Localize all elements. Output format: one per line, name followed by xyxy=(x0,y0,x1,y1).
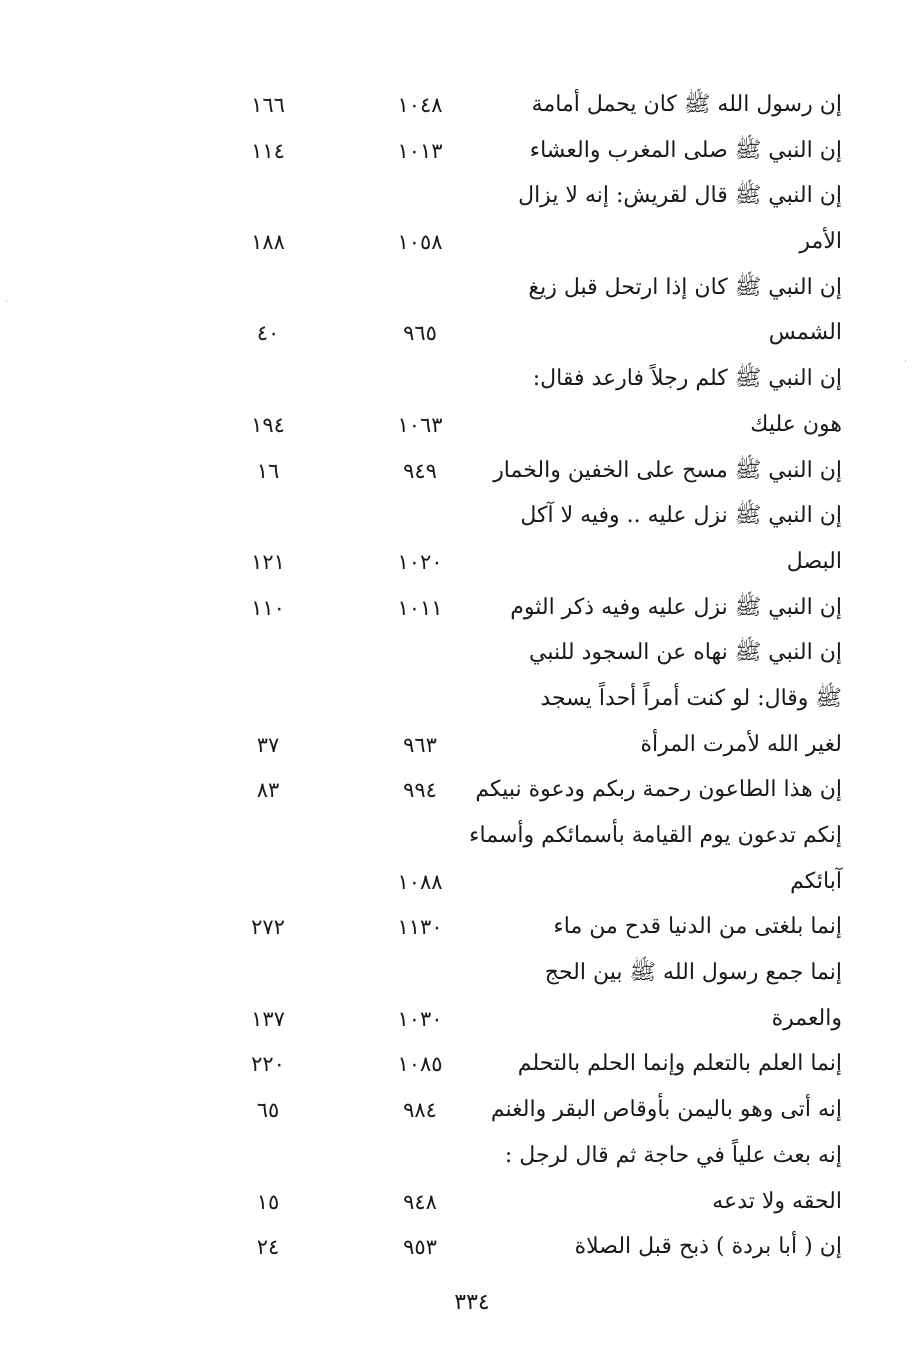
entry-text: إن النبي ﷺ مسح على الخفين والخمار xyxy=(493,457,842,483)
index-entry xyxy=(0,724,924,770)
entry-text: إنه أتى وهو باليمن بأوقاص البقر والغنم xyxy=(490,1097,842,1123)
index-entry xyxy=(0,587,924,633)
entry-text: إن النبي ﷺ صلى المغرب والعشاء xyxy=(529,137,842,163)
page-edge-mark-left xyxy=(6,300,7,302)
entry-number-primary: ١٠٤٨ xyxy=(397,93,443,117)
entry-number-secondary: ٢٤ xyxy=(256,1235,280,1260)
index-entry xyxy=(0,1043,924,1089)
index-list xyxy=(0,84,924,1272)
entry-number-secondary: ١٥ xyxy=(256,1189,280,1214)
index-entry xyxy=(0,1226,924,1272)
entry-number-primary: ٩٤٨ xyxy=(403,1189,437,1214)
entry-number-primary: ١٠٨٨ xyxy=(397,869,443,894)
index-entry xyxy=(0,404,924,450)
entry-text: الشمس xyxy=(768,320,842,346)
index-entry xyxy=(0,312,924,358)
page-number: ٣٣٤ xyxy=(454,1290,490,1315)
entry-number-primary: ٩٨٤ xyxy=(403,1098,437,1123)
index-entry xyxy=(0,1135,924,1181)
index-entry xyxy=(0,998,924,1044)
entry-text: إن رسول الله ﷺ كان يحمل أمامة xyxy=(531,92,842,117)
index-entry xyxy=(0,267,924,313)
entry-number-secondary: ١٦٦ xyxy=(251,93,285,117)
entry-text: الحقه ولا تدعه xyxy=(712,1188,842,1214)
index-entry xyxy=(0,450,924,496)
entry-text: إن النبي ﷺ كلم رجلاً فارعد فقال: xyxy=(532,366,842,392)
entry-number-secondary: ١٩٤ xyxy=(251,412,285,437)
entry-number-primary: ١٠٦٣ xyxy=(397,412,443,437)
index-entry xyxy=(0,130,924,176)
entry-text: ﷺ وقال: لو كنت أمراً أحداً يسجد xyxy=(540,685,842,711)
entry-number-secondary: ٢٧٢ xyxy=(251,915,285,940)
entry-number-secondary: ١٣٧ xyxy=(251,1006,285,1031)
entry-text: إن النبي ﷺ نزل عليه وفيه ذكر الثوم xyxy=(510,594,842,620)
entry-number-primary: ٩٥٣ xyxy=(403,1235,437,1260)
entry-number-primary: ١٠١٣ xyxy=(397,138,443,163)
entry-text: هون عليك xyxy=(750,411,842,437)
index-entry xyxy=(0,769,924,815)
entry-text: إنما جمع رسول الله ﷺ بين الحج xyxy=(544,960,842,986)
index-entry xyxy=(0,84,924,130)
index-entry xyxy=(0,495,924,541)
index-entry xyxy=(0,1181,924,1227)
entry-text: إنه بعث علياً في حاجة ثم قال لرجل : xyxy=(504,1142,842,1168)
index-entry xyxy=(0,678,924,724)
entry-text: إن ( أبا بردة ) ذبح قبل الصلاة xyxy=(574,1234,842,1260)
entry-text: إن النبي ﷺ نهاه عن السجود للنبي xyxy=(528,640,842,666)
entry-text: إن النبي ﷺ كان إذا ارتحل قبل زيغ xyxy=(528,274,842,300)
entry-number-primary: ٩٦٣ xyxy=(403,732,437,757)
entry-text: إنما العلم بالتعلم وإنما الحلم بالتحلم xyxy=(517,1051,842,1077)
entry-number-secondary: ٤٠ xyxy=(256,321,280,346)
entry-text: آبائكم xyxy=(790,868,842,894)
index-entry xyxy=(0,1089,924,1135)
entry-number-primary: ٩٦٥ xyxy=(403,321,437,346)
entry-number-primary: ١٠٣٠ xyxy=(397,1006,443,1031)
index-entry xyxy=(0,906,924,952)
entry-number-primary: ١٠١١ xyxy=(397,595,443,620)
entry-text: إن النبي ﷺ قال لقريش: إنه لا يزال xyxy=(518,183,842,209)
index-entry xyxy=(0,358,924,404)
index-entry xyxy=(0,861,924,907)
entry-number-secondary: ٦٥ xyxy=(256,1098,280,1123)
entry-number-secondary: ٢٢٠ xyxy=(251,1052,285,1077)
index-entry xyxy=(0,952,924,998)
entry-number-primary: ١٠٨٥ xyxy=(397,1052,443,1077)
entry-number-secondary: ١١٤ xyxy=(251,138,285,163)
entry-text: الأمر xyxy=(799,229,842,255)
entry-number-primary: ٩٩٤ xyxy=(403,778,437,803)
index-entry xyxy=(0,175,924,221)
entry-number-secondary: ١٦ xyxy=(256,458,280,483)
index-entry xyxy=(0,541,924,587)
entry-text: والعمرة xyxy=(771,1005,842,1031)
entry-number-primary: ٩٤٩ xyxy=(403,458,437,483)
entry-number-primary: ١١٣٠ xyxy=(397,915,443,940)
entry-number-secondary: ١٨٨ xyxy=(251,230,285,255)
page-edge-mark-right xyxy=(905,360,906,362)
entry-text: إن هذا الطاعون رحمة ربكم ودعوة نبيكم xyxy=(475,777,842,803)
entry-number-secondary: ١٢١ xyxy=(251,549,285,574)
entry-number-primary: ١٠٢٠ xyxy=(397,549,443,574)
entry-number-primary: ١٠٥٨ xyxy=(397,230,443,255)
entry-text: إنكم تدعون يوم القيامة بأسمائكم وأسماء xyxy=(469,823,842,848)
index-entry xyxy=(0,221,924,267)
entry-number-secondary: ٨٣ xyxy=(256,778,280,803)
entry-text: إنما بلغتى من الدنيا قدح من ماء xyxy=(553,914,842,940)
index-entry xyxy=(0,632,924,678)
index-entry xyxy=(0,815,924,861)
entry-number-secondary: ١١٠ xyxy=(251,595,285,620)
entry-text: لغير الله لأمرت المرأة xyxy=(640,731,842,757)
entry-text: البصل xyxy=(786,548,842,574)
entry-number-secondary: ٣٧ xyxy=(256,732,280,757)
entry-text: إن النبي ﷺ نزل عليه .. وفيه لا آكل xyxy=(520,503,842,529)
